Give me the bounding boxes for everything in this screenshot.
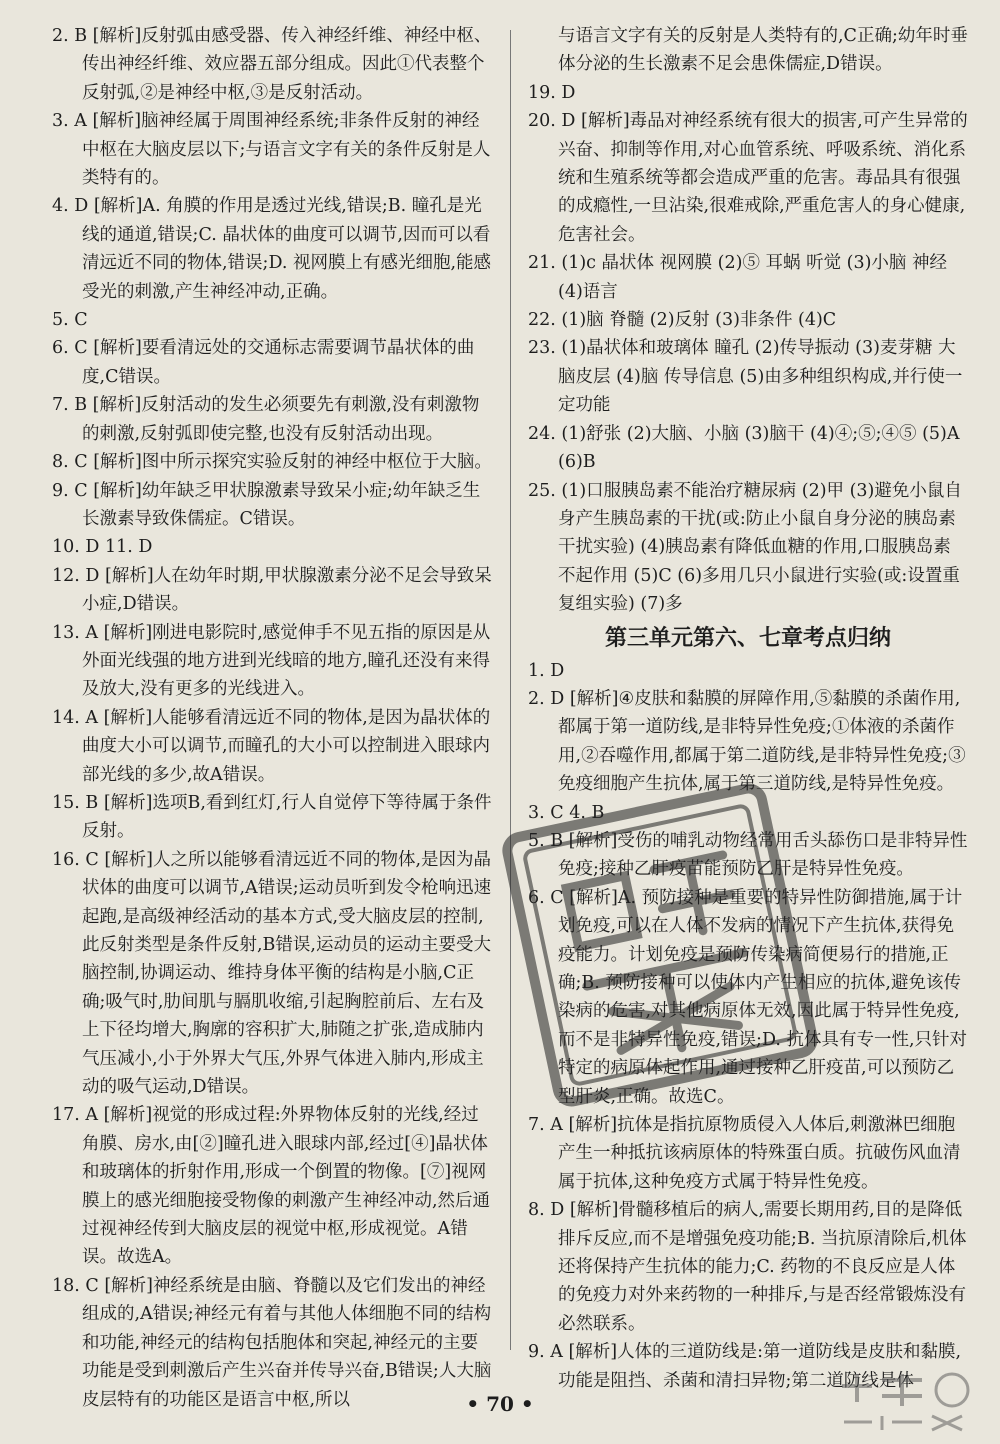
answer-item: 10. D 11. D [52,537,153,558]
answer-item: 16. C [解析]人之所以能够看清远近不同的物体,是因为晶状体的曲度可以调节,A错误;运动员听到发令枪响迅速起跑,是高级神经活动的基本方式,受大脑皮层的控制,此反射类型是条件反射,B错误,运动员的运动主要受大脑控制,协调运动、维持身体平衡的结构是小脑,C正确;吸气时,肋间肌与膈肌收缩,引起胸腔前后、左右及上下径均增大,胸廓的容积扩大,肺随之扩张,造成肺内气压减小,小于外界大气压,外界气体进入肺内,形成主动的吸气运动,D错误。 [52,849,492,1098]
answer-item: 21. (1)c 晶状体 视网膜 (2)⑤ 耳蜗 听觉 (3)小脑 神经 (4)语言 [528,253,947,302]
answer-item-continued: 与语言文字有关的反射是人类特有的,C正确;幼年时垂体分泌的生长激素不足会患侏儒症,D错误。 [558,26,968,75]
answer-item: 6. C [解析]要看清远处的交通标志需要调节晶状体的曲度,C错误。 [52,338,475,387]
column-divider [510,30,511,1350]
answer-item: 7. A [解析]抗体是指抗原物质侵入人体后,刺激淋巴细胞产生一种抵抗该病原体的特殊蛋白质。抗破伤风血清属于抗体,这种免疫方式属于特异性免疫。 [528,1115,961,1192]
answer-item: 5. C [52,310,88,331]
answer-item: 3. A [解析]脑神经属于周围神经系统;非条件反射的神经中枢在大脑皮层以下;与语言文字有关的条件反射是人类特有的。 [52,111,491,189]
answer-item: 2. D [解析]④皮肤和黏膜的屏障作用,⑤黏膜的杀菌作用,都属于第一道防线,是非特异性免疫;①体液的杀菌作用,②吞噬作用,都属于第二道防线,是非特异性免疫;③免疫细胞产生抗体,属于第三道防线,是特异性免疫。 [528,688,966,795]
answer-item: 5. B [解析]受伤的哺乳动物经常用舌头舔伤口是非特异性免疫;接种乙肝疫苗能预防乙肝是特异性免疫。 [528,830,968,880]
answer-item: 23. (1)晶状体和玻璃体 瞳孔 (2)传导振动 (3)麦芽糖 大脑皮层 (4)脑 传导信息 (5)由多种组织构成,并行使一定功能 [528,338,963,416]
answer-item: 3. C 4. B [528,802,605,823]
answer-item: 17. A [解析]视觉的形成过程:外界物体反射的光线,经过角膜、房水,由[②]瞳孔进入眼球内部,经过[④]晶状体和玻璃体的折射作用,形成一个倒置的物像。[⑦]视网膜上的感光细胞接受物像的刺激产生神经冲动,然后通过视神经传到大脑皮层的视觉中枢,形成视觉。A错误。故选A。 [52,1105,491,1268]
left-column [52,22,494,1414]
answer-item: 25. (1)口服胰岛素不能治疗糖尿病 (2)甲 (3)避免小鼠自身产生胰岛素的干扰(或:防止小鼠自身分泌的胰岛素干扰实验) (4)胰岛素有降低血糖的作用,口服胰岛素不起作用 (5)C (6)多用几只小鼠进行实验(或:设置重复组实验) (7)多 [528,480,962,615]
answer-item: 24. (1)舒张 (2)大脑、小脑 (3)脑干 (4)④;⑤;④⑤ (5)A (6)B [528,423,960,473]
answer-item: 12. D [解析]人在幼年时期,甲状腺激素分泌不足会导致呆小症,D错误。 [52,565,492,615]
answer-item: 4. D [解析]A. 角膜的作用是透过光线,错误;B. 瞳孔是光线的通道,错误;C. 晶状体的曲度可以调节,因而可以看清远近不同的物体,错误;D. 视网膜上有感光细胞,能感受光的刺激,产生神经冲动,正确。 [52,196,492,302]
answer-item: 18. C [解析]神经系统是由脑、脊髓以及它们发出的神经组成的,A错误;神经元有着与其他人体细胞不同的结构和功能,神经元的结构包括胞体和突起,神经元的主要功能是受到刺激后产生兴奋并传导兴奋,B错误;人大脑皮层特有的功能区是语言中枢,所以 [52,1275,492,1410]
page-number: • 70 • [466,1392,534,1416]
answer-item: 22. (1)脑 脊髓 (2)反射 (3)非条件 (4)C [528,310,837,331]
right-column [528,22,968,1395]
answer-item: 9. C [解析]幼年缺乏甲状腺激素导致呆小症;幼年缺乏生长激素导致侏儒症。C错误。 [52,480,481,529]
answer-item: 1. D [528,660,565,681]
answer-item: 8. C [解析]图中所示探究实验反射的神经中枢位于大脑。 [52,452,492,473]
answer-item: 14. A [解析]人能够看清远近不同的物体,是因为晶状体的曲度大小可以调节,而瞳孔的大小可以控制进入眼球内部光线的多少,故A错误。 [52,707,491,785]
answer-item: 9. A [解析]人体的三道防线是:第一道防线是皮肤和黏膜,功能是阻挡、杀菌和清扫异物;第二道防线是体 [528,1342,962,1391]
answer-item: 8. D [解析]骨髓移植后的病人,需要长期用药,目的是降低排斥反应,而不是增强免疫功能;B. 当抗原清除后,机体还将保持产生抗体的能力;C. 药物的不良反应是人体的免疫力对外来药物的一种排斥,与是否经常锻炼没有必然联系。 [528,1200,967,1334]
answer-item: 6. C [解析]A. 预防接种是重要的特异性防御措施,属于计划免疫,可以在人体不发病的情况下产生抗体,获得免疫能力。计划免疫是预防传染病简便易行的措施,正确;B. 预防接种可以使体内产生相应的抗体,避免该传染病的危害,对其他病原体无效,因此属于特异性免疫,而不是非特异性免疫,错误;D. 抗体具有专一性,只针对特定的病原体起作用,通过接种乙肝疫苗,可以预防乙型肝炎,正确。故选C。 [528,887,968,1107]
section-heading: 第三单元第六、七章考点归纳 [604,625,891,651]
answer-item: 19. D [528,82,576,103]
answer-item: 7. B [解析]反射活动的发生必须要先有刺激,没有刺激物的刺激,反射弧即使完整,也没有反射活动出现。 [52,395,480,444]
answer-item: 2. B [解析]反射弧由感受器、传入神经纤维、神经中枢、传出神经纤维、效应器五部分组成。因此①代表整个反射弧,②是神经中枢,③是反射活动。 [52,26,492,103]
answer-item: 13. A [解析]刚进电影院时,感觉伸手不见五指的原因是从外面光线强的地方进到光线暗的地方,瞳孔还没有来得及放大,没有更多的光线进入。 [52,622,491,700]
answer-item: 15. B [解析]选项B,看到红灯,行人自觉停下等待属于条件反射。 [52,792,492,842]
answer-item: 20. D [解析]毒品对神经系统有很大的损害,可产生异常的兴奋、抑制等作用,对心血管系统、呼吸系统、消化系统和生殖系统等都会造成严重的危害。毒品具有很强的成瘾性,一旦沾染,很难戒除,严重危害人的身心健康,危害社会。 [528,111,968,245]
stamp-overlay [493,774,827,1116]
